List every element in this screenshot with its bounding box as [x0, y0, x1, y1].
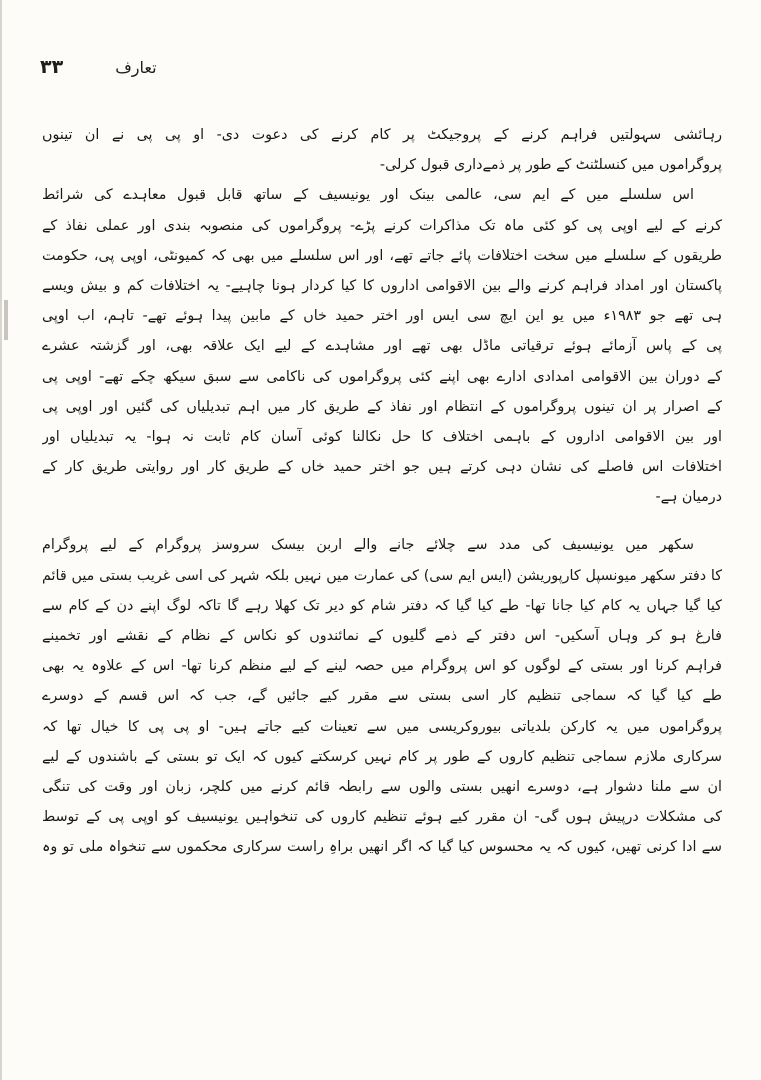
- paragraph: [42, 180, 722, 512]
- text-line: اختلافات اس فاصلے کی نشان دہی کرتے ہیں جو اختر حمید خاں کے طریق کار اور روایتی طریق کار کے: [42, 459, 722, 476]
- paragraph-gap: [42, 512, 722, 530]
- paragraph: [42, 530, 722, 862]
- text-line: کا دفتر سکھر میونسپل کارپوریشن (ایس ایم سی) کی عمارت میں نہیں بلکہ شہر کی اسی غریب بستی میں قائم: [42, 567, 722, 584]
- running-head: تعارف: [115, 58, 157, 77]
- text-line: اور بین الاقوامی اداروں کے باہمی اختلاف کا حل نکالنا کوئی آسان کام ثابت نہ ہوا- یہ تبدیلیاں اور: [42, 428, 722, 445]
- text-line: پاکستان اور امداد فراہم کرنے والے بین الاقوامی اداروں کا کیا کردار ہونا چاہیے- یہ اختلافات کم و بیش ویسے: [42, 277, 722, 294]
- text-line: اس سلسلے میں کے ایم سی، عالمی بینک اور یونیسیف کے ساتھ قابل قبول معاہدے کی شرائط: [42, 187, 694, 204]
- text-line: کے دوران بین الاقوامی امدادی ادارے بھی اپنے کئی پروگراموں کی ناکامی سے سبق سیکھ چکے تھے- اوپی پی: [42, 368, 722, 385]
- text-line: طریقوں کے سلسلے میں سخت اختلافات پائے جاتے تھے، اور اس سلسلے میں بھی کہ کمیونٹی، اوپی پی، حکومت: [42, 247, 722, 264]
- text-line: کے اصرار پر ان تینوں پروگراموں کے انتظام اور نفاذ کے طریق کار میں اہم تبدیلیاں کی گئیں اور اوپی پی: [42, 398, 722, 415]
- text-line: پروگراموں میں یہ کارکن بلدیاتی بیوروکریسی میں سے تعینات کیے جاتے ہیں- او پی پی کا خیال تھا کہ: [42, 718, 722, 735]
- text-line: طے کیا گیا کہ سماجی تنظیم کار اسی بستی سے مقرر کیے جائیں گے، جب کہ اس قسم کے دوسرے: [42, 688, 722, 705]
- text-line: درمیان ہے-: [655, 489, 722, 506]
- text-line: پی کے پاس آزمائے ہوئے ترقیاتی ماڈل بھی تھے اور مشاہدے کے لیے ایک علاقہ بھی، اور گزشتہ عشرے: [42, 338, 722, 355]
- text-line: سرکاری ملازم سماجی تنظیم کاروں کے طور پر کام نہیں کرسکتے کیوں کہ ایک تو بستی کے باشندوں کے لیے: [42, 748, 722, 765]
- text-line: سکھر میں یونیسیف کی مدد سے چلائے جانے والے اربن بیسک سروسز پروگرام کے لیے پروگرام: [42, 537, 694, 554]
- text-line: رہائشی سہولتیں فراہم کرنے کے پروجیکٹ پر کام کرنے کی دعوت دی- او پی پی نے ان تینوں: [42, 127, 722, 143]
- page-header: [40, 56, 157, 78]
- page-edge-shadow: [4, 300, 8, 340]
- text-line: ان سے ملنا دشوار ہے، دوسرے انھیں بستی والوں سے رابطہ قائم کرنے میں کلچر، زبان اور وقت کی تنگی: [42, 778, 722, 795]
- paragraph: [42, 120, 722, 180]
- text-line: ہی تھے جو ۱۹۸۳ء میں یو این ایچ سی ایس اور اختر حمید خاں کے مابین پیدا ہوئے تھے- تاہم، اب اوپی: [42, 308, 722, 325]
- text-line: فارغ ہو کر وہاں آسکیں- اس دفتر کے ذمے گلیوں کے نمائندوں کو نکاس کے نظام کے نقشے اور تخمینے: [42, 628, 722, 644]
- text-line: کی مشکلات درپیش ہوں گی- ان مقرر کیے ہوئے تنظیم کاروں کی تنخواہیں یونیسیف کو اوپی پی کے توسط: [42, 809, 722, 826]
- text-line: کرنے کے لیے اوپی پی کو کئی ماہ تک مذاکرات کرنے پڑے- پروگراموں کی منصوبہ بندی اور عملی نفاذ کے: [42, 217, 722, 234]
- body-text: [42, 120, 722, 863]
- text-line: پروگراموں میں کنسلٹنٹ کے طور پر ذمےداری قبول کرلی-: [379, 157, 722, 174]
- text-line: سے ادا کرنی تھیں، کیوں کہ یہ محسوس کیا گیا کہ اگر انھیں براہِ راست سرکاری محکموں سے تنخواہ ملی تو وہ: [42, 839, 722, 856]
- text-line: کیا گیا جہاں یہ کام کیا جانا تھا- طے کیا گیا کہ دفتر شام کو دیر تک کھلا رہے گا تاکہ لوگ اپنے دن کے کام سے: [42, 597, 722, 614]
- page-number: ۳۳: [40, 56, 64, 78]
- text-line: فراہم کرنا اور بستی کے لوگوں کو اس پروگرام میں حصہ لینے کے لیے منظم کرنا تھا- اس کے علاوہ یہ بھی: [42, 658, 722, 675]
